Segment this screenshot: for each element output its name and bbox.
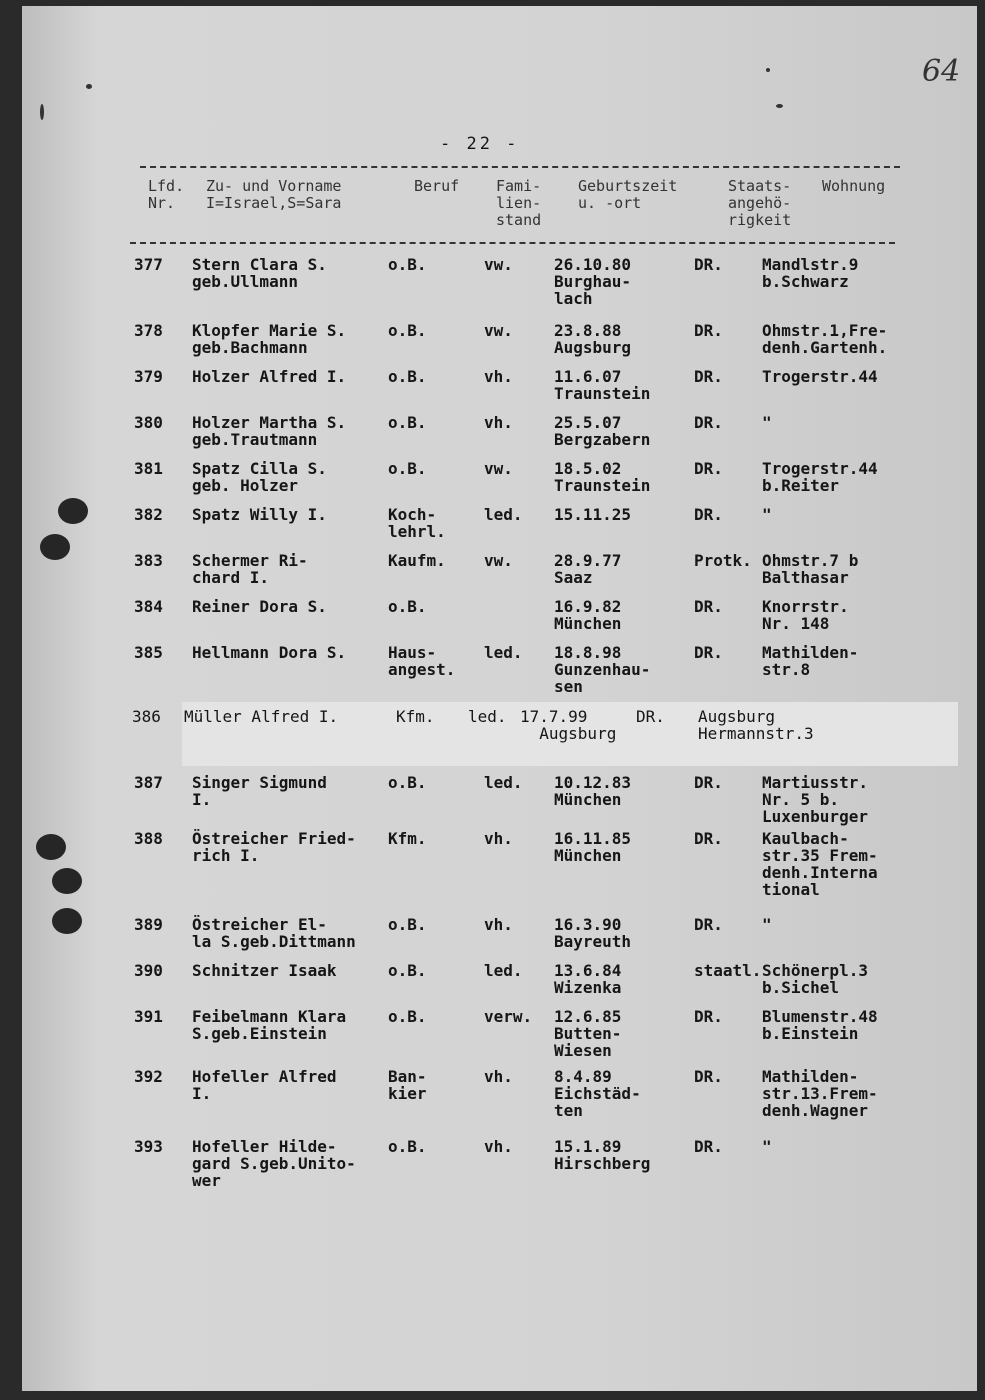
entry-name: Schermer Ri- chard I. (192, 551, 308, 587)
entry-wohnung: Trogerstr.44 (762, 367, 878, 386)
entry-beruf: Ban- kier (388, 1067, 427, 1103)
entry-number: 377 (134, 255, 163, 274)
entry-geburt: 15.1.89 Hirschberg (554, 1137, 651, 1173)
entry-name: Hofeller Alfred I. (192, 1067, 337, 1103)
entry-number: 384 (134, 597, 163, 616)
punch-hole-mark (58, 498, 88, 524)
entry-name: Müller Alfred I. (184, 707, 339, 726)
entry-staat: DR. (694, 773, 723, 792)
entry-staat: Protk. (694, 551, 752, 570)
punch-hole-mark (36, 834, 66, 860)
header-bottom-rule (130, 242, 895, 244)
entry-wohnung: " (762, 915, 772, 934)
entry-name: Östreicher El- la S.geb.Dittmann (192, 915, 356, 951)
entry-familienstand: vh. (484, 915, 513, 934)
entry-familienstand: verw. (484, 1007, 533, 1026)
entry-beruf: Haus- angest. (388, 643, 456, 679)
entry-name: Spatz Cilla S. geb. Holzer (192, 459, 327, 495)
entry-number: 389 (134, 915, 163, 934)
entry-geburt: 16.9.82 München (554, 597, 622, 633)
entry-number: 378 (134, 321, 163, 340)
entry-wohnung: Ohmstr.1,Fre- denh.Gartenh. (762, 321, 888, 357)
folio-number: 64 (922, 54, 961, 89)
entry-staat: DR. (636, 707, 665, 726)
entry-number: 379 (134, 367, 163, 386)
entry-number: 388 (134, 829, 163, 848)
document-page (22, 6, 977, 1391)
entry-wohnung: Schönerpl.3 b.Sichel (762, 961, 868, 997)
entry-wohnung: Ohmstr.7 b Balthasar (762, 551, 859, 587)
entry-name: Stern Clara S. geb.Ullmann (192, 255, 327, 291)
entry-wohnung: Blumenstr.48 b.Einstein (762, 1007, 878, 1043)
entry-geburt: 25.5.07 Bergzabern (554, 413, 651, 449)
entry-name: Klopfer Marie S. geb.Bachmann (192, 321, 347, 357)
entry-name: Holzer Alfred I. (192, 367, 347, 386)
entry-wohnung: Trogerstr.44 b.Reiter (762, 459, 878, 495)
entry-wohnung: Augsburg Hermannstr.3 (698, 707, 814, 743)
entry-familienstand: vw. (484, 255, 513, 274)
entry-beruf: o.B. (388, 597, 427, 616)
entry-familienstand: led. (484, 505, 523, 524)
header-wohnung: Wohnung (822, 177, 886, 195)
entry-name: Spatz Willy I. (192, 505, 327, 524)
entry-wohnung: " (762, 505, 772, 524)
entry-beruf: Kfm. (388, 829, 427, 848)
header-staat: Staats- angehö- rigkeit (728, 177, 792, 229)
entry-staat: DR. (694, 1067, 723, 1086)
entry-geburt: 28.9.77 Saaz (554, 551, 622, 587)
entry-number: 381 (134, 459, 163, 478)
header-name: Zu- und Vorname I=Israel,S=Sara (206, 177, 342, 212)
entry-name: Singer Sigmund I. (192, 773, 327, 809)
ink-speck (776, 104, 783, 108)
entry-staat: DR. (694, 459, 723, 478)
entry-familienstand: led. (484, 643, 523, 662)
entry-beruf: o.B. (388, 1007, 427, 1026)
entry-staat: DR. (694, 1007, 723, 1026)
entry-wohnung: Mathilden- str.8 (762, 643, 859, 679)
entry-wohnung: " (762, 413, 772, 432)
entry-familienstand: led. (484, 773, 523, 792)
entry-staat: DR. (694, 1137, 723, 1156)
entry-staat: DR. (694, 255, 723, 274)
entry-number: 382 (134, 505, 163, 524)
page-number: - 22 - (440, 134, 520, 154)
entry-staat: DR. (694, 505, 723, 524)
entry-familienstand: led. (468, 707, 507, 726)
entry-wohnung: Mandlstr.9 b.Schwarz (762, 255, 859, 291)
entry-number: 387 (134, 773, 163, 792)
entry-number: 390 (134, 961, 163, 980)
header-geburt: Geburtszeit u. -ort (578, 177, 678, 212)
entry-beruf: o.B. (388, 459, 427, 478)
entry-wohnung: " (762, 1137, 772, 1156)
entry-geburt: 26.10.80 Burghau- lach (554, 255, 632, 308)
entry-familienstand: vh. (484, 1067, 513, 1086)
entry-geburt: 8.4.89 Eichstäd- ten (554, 1067, 641, 1120)
entry-number: 385 (134, 643, 163, 662)
entry-staat: DR. (694, 829, 723, 848)
punch-hole-mark (52, 868, 82, 894)
ink-speck (86, 84, 92, 89)
entry-beruf: o.B. (388, 367, 427, 386)
entry-staat: DR. (694, 643, 723, 662)
entry-staat: DR. (694, 321, 723, 340)
entry-familienstand: vh. (484, 413, 513, 432)
entry-geburt: 17.7.99 Augsburg (520, 707, 617, 743)
entry-name: Schnitzer Isaak (192, 961, 337, 980)
entry-geburt: 18.5.02 Traunstein (554, 459, 651, 495)
entry-name: Holzer Martha S. geb.Trautmann (192, 413, 347, 449)
entry-staat: DR. (694, 915, 723, 934)
entry-familienstand: vw. (484, 459, 513, 478)
ink-speck (40, 104, 44, 120)
entry-beruf: o.B. (388, 773, 427, 792)
header-top-rule (140, 166, 900, 168)
entry-familienstand: vh. (484, 367, 513, 386)
entry-staat: DR. (694, 597, 723, 616)
entry-beruf: o.B. (388, 413, 427, 432)
entry-geburt: 15.11.25 (554, 505, 632, 524)
entry-number: 392 (134, 1067, 163, 1086)
entry-name: Hofeller Hilde- gard S.geb.Unito- wer (192, 1137, 356, 1190)
entry-number: 393 (134, 1137, 163, 1156)
entry-number: 380 (134, 413, 163, 432)
entry-beruf: o.B. (388, 321, 427, 340)
entry-wohnung: Knorrstr. Nr. 148 (762, 597, 849, 633)
entry-wohnung: Mathilden- str.13.Frem- denh.Wagner (762, 1067, 878, 1120)
entry-geburt: 12.6.85 Butten- Wiesen (554, 1007, 622, 1060)
entry-familienstand: vw. (484, 321, 513, 340)
header-familienstand: Fami- lien- stand (496, 177, 542, 229)
ink-speck (766, 68, 770, 72)
entry-geburt: 11.6.07 Traunstein (554, 367, 651, 403)
entry-wohnung: Kaulbach- str.35 Frem- denh.Interna tional (762, 829, 878, 899)
entry-name: Feibelmann Klara S.geb.Einstein (192, 1007, 347, 1043)
entry-beruf: o.B. (388, 1137, 427, 1156)
entry-wohnung: Martiusstr. Nr. 5 b. Luxenburger (762, 773, 868, 826)
entry-geburt: 23.8.88 Augsburg (554, 321, 632, 357)
entry-beruf: Kfm. (396, 707, 435, 726)
entry-familienstand: vh. (484, 1137, 513, 1156)
header-beruf: Beruf (414, 177, 460, 195)
entry-beruf: o.B. (388, 915, 427, 934)
entry-geburt: 10.12.83 München (554, 773, 632, 809)
entry-geburt: 13.6.84 Wizenka (554, 961, 622, 997)
entry-staat: staatl. (694, 961, 762, 980)
punch-hole-mark (40, 534, 70, 560)
entry-familienstand: vh. (484, 829, 513, 848)
entry-beruf: Koch- lehrl. (388, 505, 446, 541)
entry-staat: DR. (694, 367, 723, 386)
entry-number: 391 (134, 1007, 163, 1026)
entry-number: 383 (134, 551, 163, 570)
entry-name: Östreicher Fried- rich I. (192, 829, 356, 865)
entry-staat: DR. (694, 413, 723, 432)
entry-beruf: o.B. (388, 961, 427, 980)
punch-hole-mark (52, 908, 82, 934)
entry-familienstand: led. (484, 961, 523, 980)
entry-geburt: 16.3.90 Bayreuth (554, 915, 632, 951)
entry-familienstand: vw. (484, 551, 513, 570)
header-lfd-nr: Lfd. Nr. (148, 177, 185, 212)
entry-geburt: 18.8.98 Gunzenhau- sen (554, 643, 651, 696)
entry-beruf: Kaufm. (388, 551, 446, 570)
entry-beruf: o.B. (388, 255, 427, 274)
entry-geburt: 16.11.85 München (554, 829, 632, 865)
entry-name: Hellmann Dora S. (192, 643, 347, 662)
entry-name: Reiner Dora S. (192, 597, 327, 616)
entry-number: 386 (132, 707, 161, 726)
